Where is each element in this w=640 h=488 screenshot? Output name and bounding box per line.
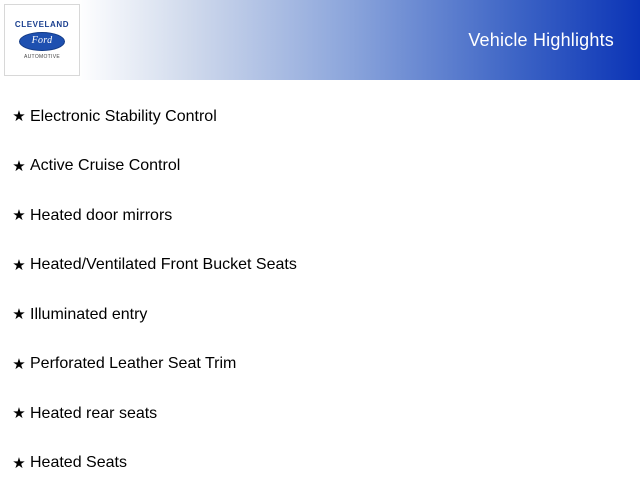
star-icon: ★: [8, 258, 30, 273]
dealer-logo: [4, 4, 80, 76]
feature-label: Perforated Leather Seat Trim: [30, 355, 236, 373]
dealer-name: CLEVELAND: [15, 21, 69, 29]
list-item: [0, 241, 640, 291]
star-icon: ★: [8, 456, 30, 471]
star-icon: ★: [8, 159, 30, 174]
dealer-tagline: AUTOMOTIVE: [24, 54, 60, 60]
list-item: [0, 191, 640, 241]
feature-label: Illuminated entry: [30, 306, 147, 324]
feature-label: Heated/Ventilated Front Bucket Seats: [30, 256, 297, 274]
star-icon: ★: [8, 208, 30, 223]
star-icon: ★: [8, 307, 30, 322]
list-item: [0, 142, 640, 192]
feature-label: Heated door mirrors: [30, 207, 172, 225]
page-header: [0, 0, 640, 80]
list-item: [0, 340, 640, 390]
list-item: [0, 92, 640, 142]
star-icon: ★: [8, 109, 30, 124]
star-icon: ★: [8, 357, 30, 372]
list-item: [0, 439, 640, 488]
star-icon: ★: [8, 406, 30, 421]
list-item: [0, 389, 640, 439]
features-list: [0, 80, 640, 488]
feature-label: Heated rear seats: [30, 405, 157, 423]
feature-label: Electronic Stability Control: [30, 108, 217, 126]
feature-label: Heated Seats: [30, 454, 127, 472]
feature-label: Active Cruise Control: [30, 157, 180, 175]
list-item: [0, 290, 640, 340]
page-title: Vehicle Highlights: [468, 30, 640, 51]
ford-oval-label: Ford: [32, 36, 53, 46]
ford-oval-icon: [19, 32, 65, 51]
